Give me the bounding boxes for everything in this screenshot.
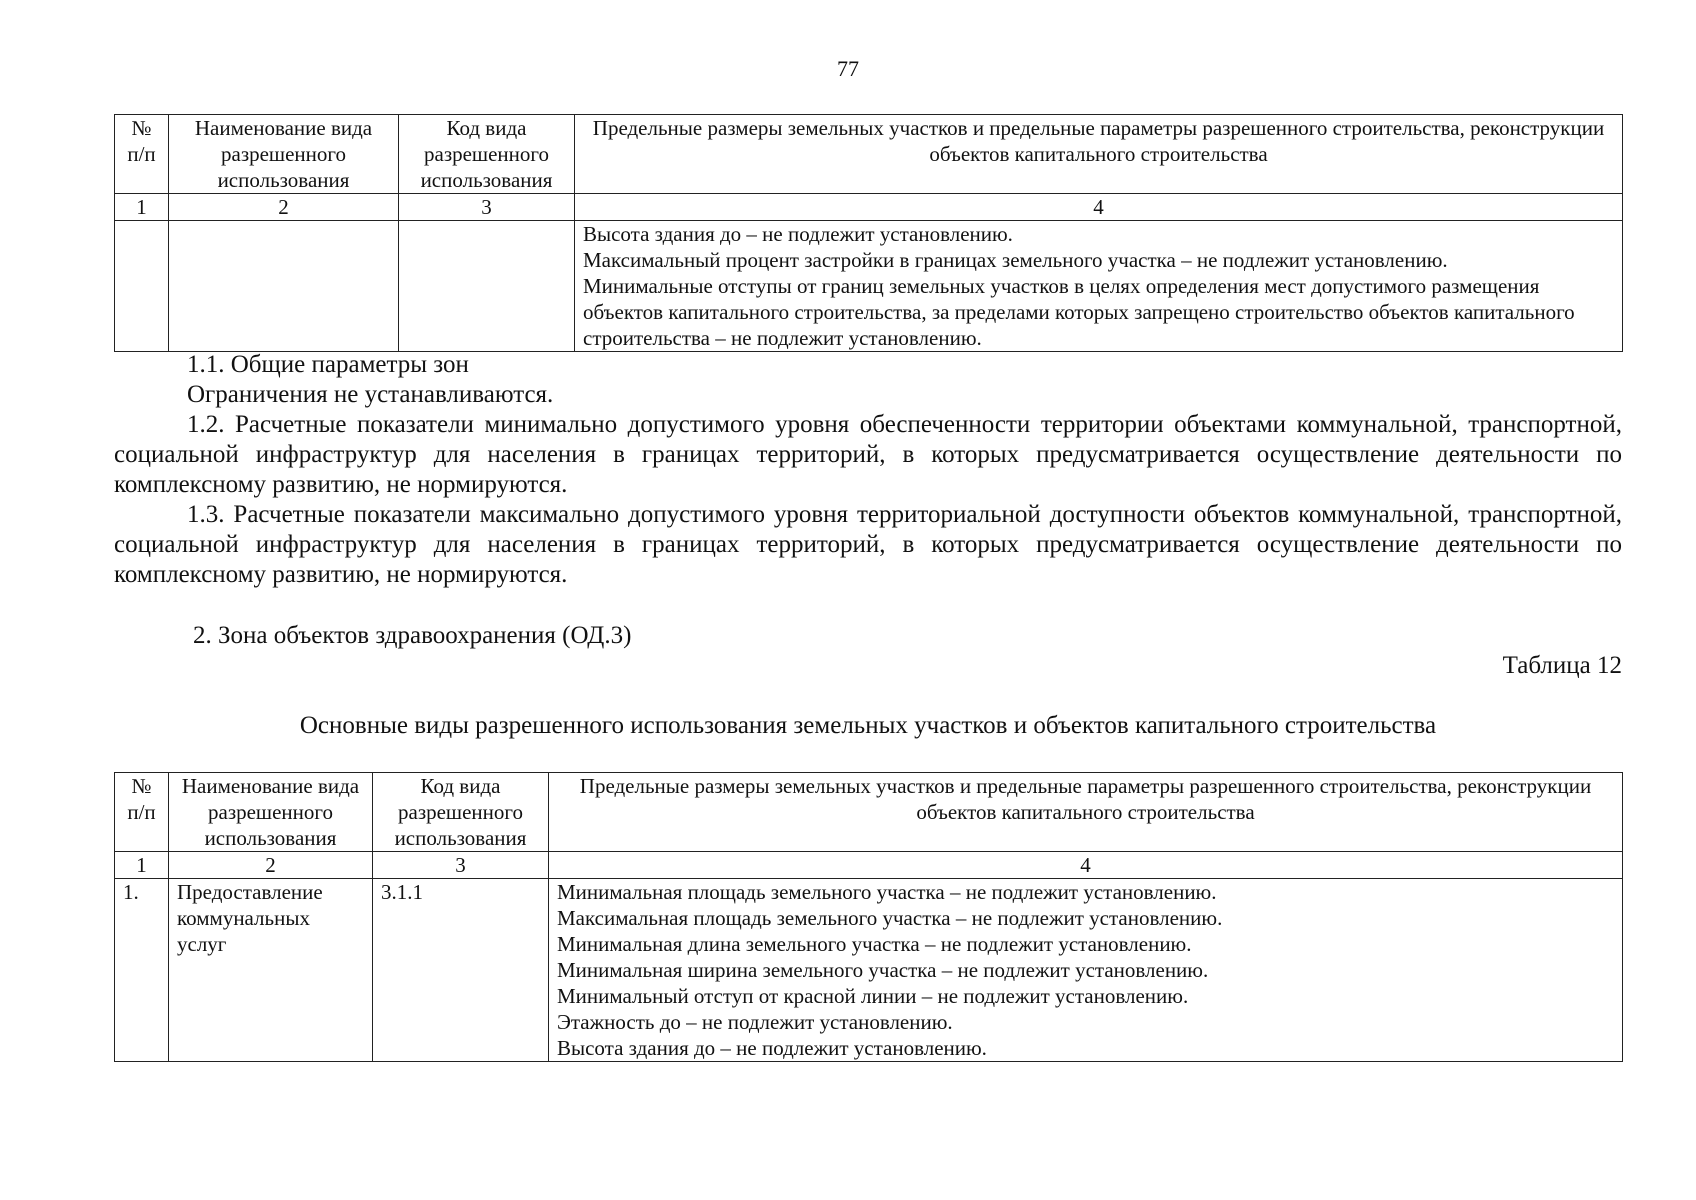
row-params: [549, 879, 1623, 1062]
header-name: Наименование вида разрешенного использования: [169, 773, 373, 852]
header-code: Код вида разрешенного использования: [373, 773, 549, 852]
column-number: 2: [169, 852, 373, 879]
param-line: Минимальные отступы от границ земельных участков в целях определения мест допустимого размещения объектов капитального строительства, за пределами которых запрещено строительство объектов капитального строительства – не подлежит установлению.: [583, 274, 1575, 350]
table-12: [114, 772, 1623, 1062]
row-code: [399, 221, 575, 352]
header-params: Предельные размеры земельных участков и предельные параметры разрешенного строительства, реконструкции объектов капитального строительства: [575, 115, 1623, 194]
column-number: 3: [399, 194, 575, 221]
param-line: Минимальная длина земельного участка – не подлежит установлению.: [557, 932, 1192, 956]
row-code: 3.1.1: [373, 879, 549, 1062]
page-number: 77: [837, 56, 859, 81]
table-row: [115, 879, 1623, 1062]
row-name: [169, 221, 399, 352]
column-number: 3: [373, 852, 549, 879]
column-number: 1: [115, 194, 169, 221]
header-num: № п/п: [115, 773, 169, 852]
header-code: Код вида разрешенного использования: [399, 115, 575, 194]
paragraph-general-params: 1.1. Общие параметры зон: [187, 351, 469, 378]
column-number-row: [115, 194, 1623, 221]
param-line: Этажность до – не подлежит установлению.: [557, 1010, 953, 1034]
param-line: Минимальная площадь земельного участка – не подлежит установлению.: [557, 880, 1217, 904]
column-number: 4: [575, 194, 1623, 221]
row-num: [115, 221, 169, 352]
table-continuation: [114, 114, 1623, 352]
header-num: № п/п: [115, 115, 169, 194]
header-params: Предельные размеры земельных участков и предельные параметры разрешенного строительства, реконструкции объектов капитального строительства: [549, 773, 1623, 852]
param-line: Высота здания до – не подлежит установлению.: [557, 1036, 987, 1060]
column-number: 4: [549, 852, 1623, 879]
param-line: Минимальная ширина земельного участка – не подлежит установлению.: [557, 958, 1209, 982]
paragraph-no-limits: Ограничения не устанавливаются.: [187, 381, 554, 408]
section-heading: 2. Зона объектов здравоохранения (ОД.3): [193, 622, 632, 649]
column-number: 2: [169, 194, 399, 221]
header-name: Наименование вида разрешенного использования: [169, 115, 399, 194]
paragraph-provision-indicators: 1.2. Расчетные показатели минимально допустимого уровня обеспеченности территории объектами коммунальной, транспортной, социальной инфраструктур для населения в границах территорий, в которых предусматривается осуществление деятельности по комплексному развитию, не нормируются.: [114, 411, 1622, 498]
row-num: 1.: [115, 879, 169, 1062]
table-header-row: [115, 773, 1623, 852]
table-number: Таблица 12: [1502, 652, 1622, 679]
param-line: Максимальный процент застройки в границах земельного участка – не подлежит установлению.: [583, 248, 1448, 272]
param-line: Высота здания до – не подлежит установлению.: [583, 222, 1013, 246]
table-title: Основные виды разрешенного использования земельных участков и объектов капитального строительства: [299, 712, 1437, 739]
table-header-row: [115, 115, 1623, 194]
column-number: 1: [115, 852, 169, 879]
param-line: Минимальный отступ от красной линии – не подлежит установлению.: [557, 984, 1189, 1008]
paragraph-accessibility-indicators: 1.3. Расчетные показатели максимально допустимого уровня территориальной доступности объектов коммунальной, транспортной, социальной инфраструктур для населения в границах территорий, в которых предусматривается осуществление деятельности по комплексному развитию, не нормируются.: [114, 501, 1622, 588]
param-line: Максимальная площадь земельного участка – не подлежит установлению.: [557, 906, 1223, 930]
table-row: [115, 221, 1623, 352]
row-name: Предоставление коммунальных услуг: [169, 879, 373, 1062]
column-number-row: [115, 852, 1623, 879]
row-params: [575, 221, 1623, 352]
